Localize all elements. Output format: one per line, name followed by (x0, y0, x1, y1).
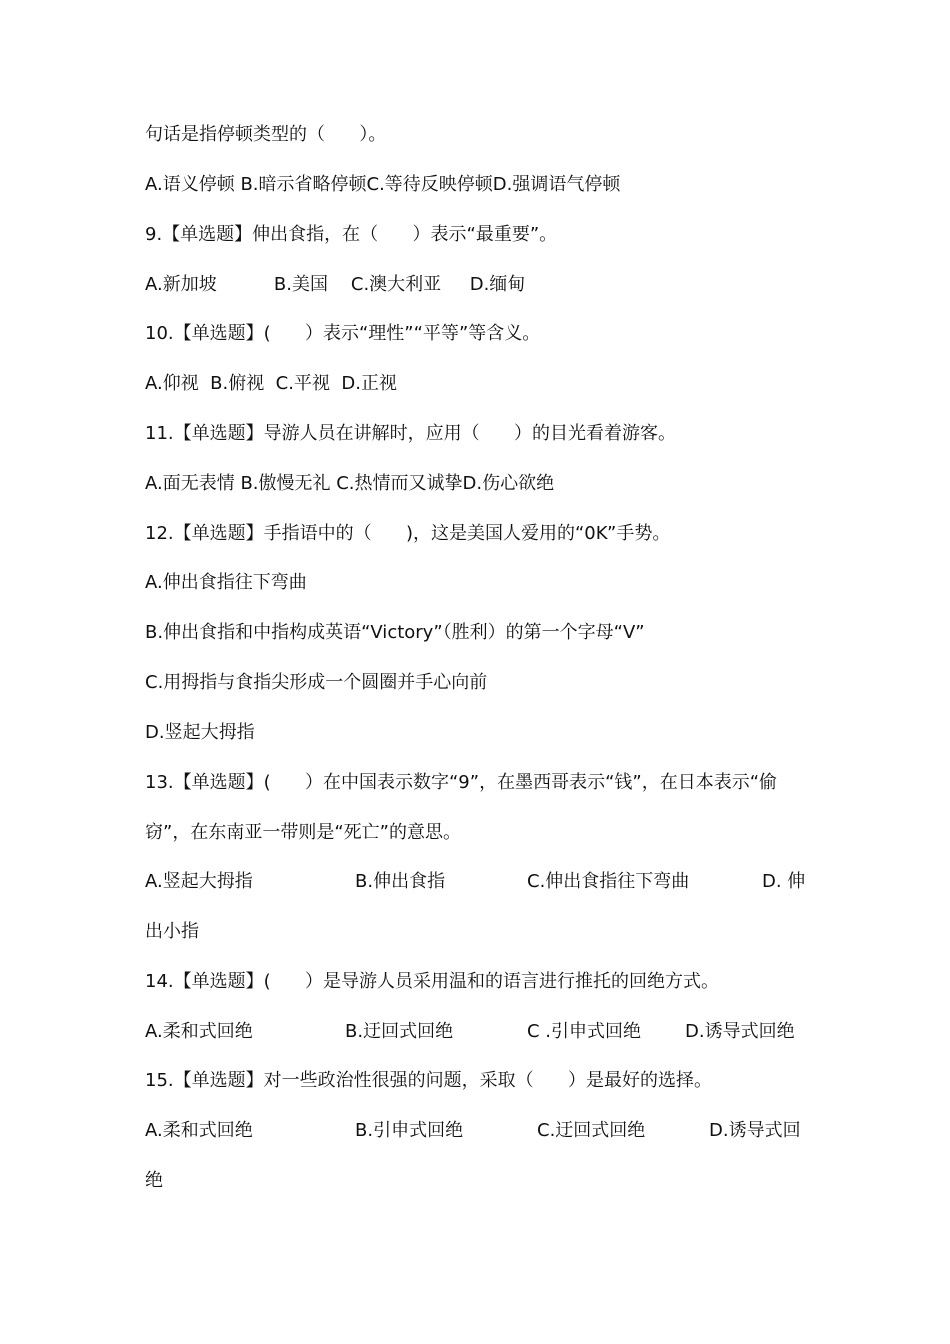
question-9-options: A.新加坡 B.美国 C.澳大利亚 D.缅甸 (145, 274, 526, 295)
question-15-option-c: C.迂回式回绝 (537, 1120, 646, 1141)
question-15-option-d: D.诱导式回 (709, 1120, 801, 1141)
question-13-option-d-continued: 出小指 (145, 921, 199, 942)
question-14-option-d: D.诱导式回绝 (685, 1021, 795, 1042)
question-12-option-b: B.伸出食指和中指构成英语“Victory”（胜利）的第一个字母“V” (145, 622, 645, 643)
question-12-text: 12.【单选题】手指语中的（ )，这是美国人爱用的“0K”手势。 (145, 523, 671, 544)
question-14-option-a: A.柔和式回绝 (145, 1021, 253, 1042)
question-12-option-a: A.伸出食指往下弯曲 (145, 572, 307, 593)
question-14-options (145, 1020, 807, 1044)
question-13-text-continued: 窃”，在东南亚一带则是“死亡”的意思。 (145, 822, 461, 843)
question-13-options (145, 870, 807, 894)
question-12-option-c: C.用拇指与食指尖形成一个圆圈并手心向前 (145, 672, 488, 693)
question-10-options: A.仰视 B.俯视 C.平视 D.正视 (145, 373, 397, 394)
question-8-options: A.语义停顿 B.暗示省略停顿C.等待反映停顿D.强调语气停顿 (145, 174, 621, 195)
question-8-text-continued: 句话是指停顿类型的（ ）。 (145, 124, 387, 145)
question-15-options (145, 1119, 807, 1143)
question-13-text: 13.【单选题】( ）在中国表示数字“9”，在墨西哥表示“钱”，在日本表示“偷 (145, 772, 778, 793)
question-10-text: 10.【单选题】( ）表示“理性”“平等”等含义。 (145, 323, 541, 344)
question-11-options: A.面无表情 B.傲慢无礼 C.热情而又诚挚D.伤心欲绝 (145, 473, 555, 494)
question-13-option-c: C.伸出食指往下弯曲 (527, 871, 690, 892)
question-14-option-c: C .引申式回绝 (527, 1021, 642, 1042)
question-13-option-b: B.伸出食指 (355, 871, 446, 892)
question-15-option-b: B.引申式回绝 (355, 1120, 464, 1141)
question-9-text: 9.【单选题】伸出食指，在（ ）表示“最重要”。 (145, 224, 558, 245)
question-13-option-a: A.竖起大拇指 (145, 871, 253, 892)
question-13-option-d: D. 伸 (762, 871, 806, 892)
question-11-text: 11.【单选题】导游人员在讲解时，应用（ ）的目光看着游客。 (145, 423, 676, 444)
question-15-option-a: A.柔和式回绝 (145, 1120, 253, 1141)
question-15-option-d-continued: 绝 (145, 1170, 163, 1191)
question-14-text: 14.【单选题】( ）是导游人员采用温和的语言进行推托的回绝方式。 (145, 971, 719, 992)
question-14-option-b: B.迂回式回绝 (345, 1021, 454, 1042)
question-15-text: 15.【单选题】对一些政治性很强的问题，采取（ ）是最好的选择。 (145, 1070, 712, 1091)
question-12-option-d: D.竖起大拇指 (145, 722, 255, 743)
